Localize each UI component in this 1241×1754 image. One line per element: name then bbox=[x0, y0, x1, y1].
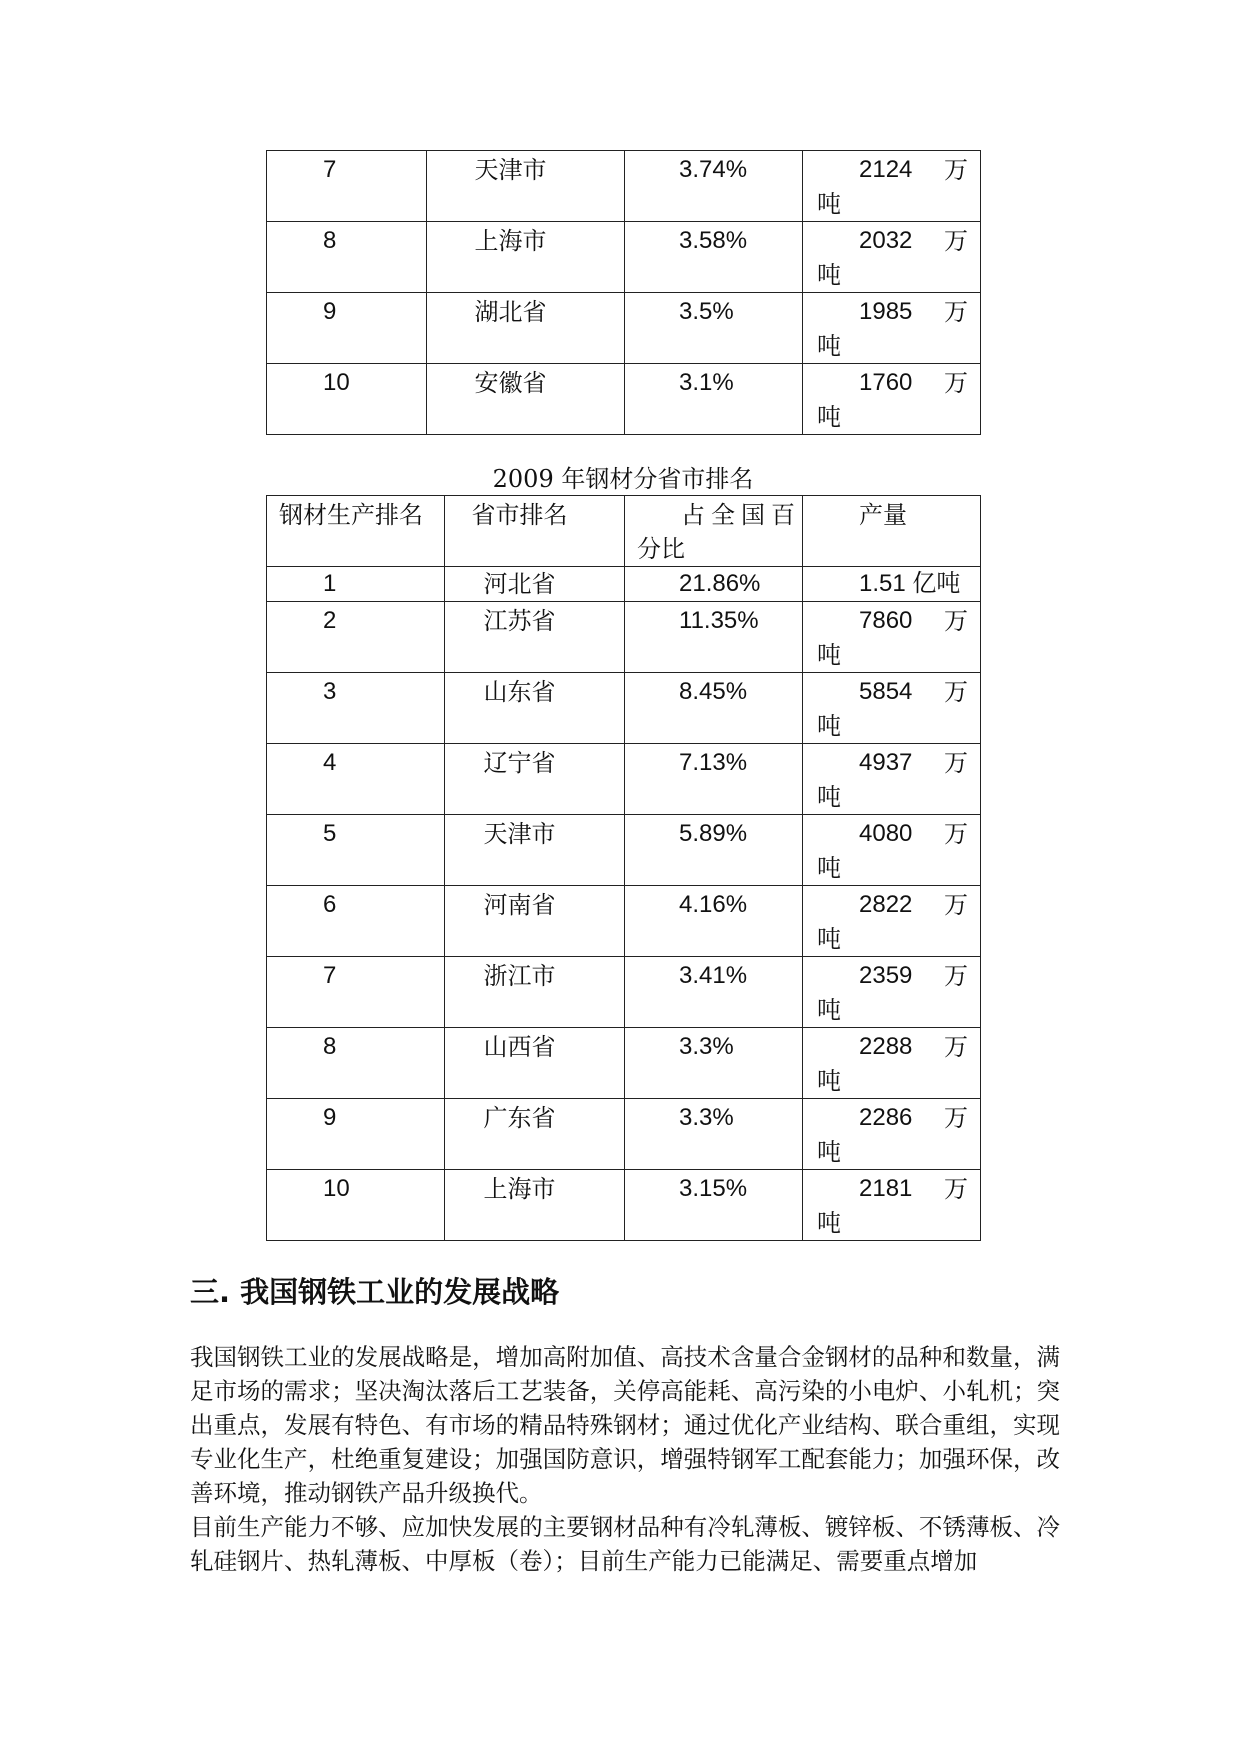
cell-province: 河南省 bbox=[445, 886, 625, 957]
header-percent: 占全国百 分比 bbox=[625, 496, 803, 567]
cell-rank: 10 bbox=[267, 1170, 445, 1241]
cell-rank: 1 bbox=[267, 567, 445, 602]
cell-percent: 4.16% bbox=[625, 886, 803, 957]
cell-rank: 8 bbox=[267, 1028, 445, 1099]
header-province: 省市排名 bbox=[445, 496, 625, 567]
cell-output bbox=[803, 151, 981, 222]
output-value: 4080 bbox=[859, 820, 913, 847]
cell-rank: 10 bbox=[267, 364, 427, 435]
cell-output bbox=[803, 886, 981, 957]
output-unit-wan: 万 bbox=[944, 749, 968, 777]
output-value: 2822 bbox=[859, 891, 913, 918]
cell-rank: 5 bbox=[267, 815, 445, 886]
cell-province: 上海市 bbox=[427, 222, 625, 293]
table-row bbox=[267, 744, 981, 815]
output-unit-wan: 万 bbox=[944, 1175, 968, 1203]
cell-output bbox=[803, 222, 981, 293]
cell-percent: 3.74% bbox=[625, 151, 803, 222]
cell-province: 浙江市 bbox=[445, 957, 625, 1028]
cell-percent: 3.5% bbox=[625, 293, 803, 364]
cell-percent: 7.13% bbox=[625, 744, 803, 815]
output-unit-dun: 吨 bbox=[817, 332, 841, 360]
output-value: 2181 bbox=[859, 1175, 913, 1202]
output-value: 7860 bbox=[859, 607, 913, 634]
cell-output bbox=[803, 815, 981, 886]
paragraph-capacity: 目前生产能力不够、应加快发展的主要钢材品种有冷轧薄板、镀锌板、不锈薄板、冷轧硅钢片、热轧薄板、中厚板（卷）；目前生产能力已能满足、需要重点增加 bbox=[190, 1513, 1060, 1575]
cell-rank: 8 bbox=[267, 222, 427, 293]
output-unit-dun: 吨 bbox=[817, 712, 841, 740]
output-unit-dun: 吨 bbox=[817, 854, 841, 882]
cell-percent: 21.86% bbox=[625, 567, 803, 602]
output-value: 1985 bbox=[859, 298, 913, 325]
output-unit-wan: 万 bbox=[944, 298, 968, 326]
output-unit-dun: 吨 bbox=[817, 261, 841, 289]
cell-percent: 5.89% bbox=[625, 815, 803, 886]
table-row bbox=[267, 957, 981, 1028]
cell-output bbox=[803, 744, 981, 815]
output-unit-wan: 万 bbox=[944, 891, 968, 919]
cell-percent: 3.1% bbox=[625, 364, 803, 435]
output-unit-dun: 吨 bbox=[817, 1067, 841, 1095]
table-row bbox=[267, 567, 981, 602]
table-row bbox=[267, 1028, 981, 1099]
table-province-ranking-continued bbox=[266, 150, 981, 435]
cell-rank: 7 bbox=[267, 957, 445, 1028]
cell-output bbox=[803, 567, 981, 602]
output-unit-wan: 万 bbox=[944, 820, 968, 848]
output-unit-dun: 吨 bbox=[817, 1138, 841, 1166]
output-value: 2286 bbox=[859, 1104, 913, 1131]
cell-output bbox=[803, 1099, 981, 1170]
output-unit-dun: 吨 bbox=[817, 783, 841, 811]
table-caption: 2009 年钢材分省市排名 bbox=[492, 465, 754, 493]
output-unit-wan: 万 bbox=[944, 962, 968, 990]
output-unit-dun: 吨 bbox=[817, 190, 841, 218]
cell-output bbox=[803, 1028, 981, 1099]
output-unit-dun: 吨 bbox=[817, 403, 841, 431]
output-unit-wan: 万 bbox=[944, 156, 968, 184]
header-rank: 钢材生产排名 bbox=[267, 496, 445, 567]
output-value: 5854 bbox=[859, 678, 913, 705]
output-unit-wan: 万 bbox=[944, 678, 968, 706]
cell-province: 江苏省 bbox=[445, 602, 625, 673]
table-row bbox=[267, 364, 981, 435]
output-value: 1760 bbox=[859, 369, 913, 396]
cell-percent: 3.41% bbox=[625, 957, 803, 1028]
output-value: 2124 bbox=[859, 156, 913, 183]
header-row bbox=[267, 496, 981, 567]
cell-rank: 4 bbox=[267, 744, 445, 815]
cell-province: 河北省 bbox=[445, 567, 625, 602]
output-value: 4937 bbox=[859, 749, 913, 776]
table-row bbox=[267, 293, 981, 364]
section-heading: 三. 我国钢铁工业的发展战略 bbox=[190, 1275, 560, 1309]
table-row bbox=[267, 886, 981, 957]
cell-percent: 3.3% bbox=[625, 1028, 803, 1099]
output-unit-dun: 吨 bbox=[817, 925, 841, 953]
table-row bbox=[267, 1099, 981, 1170]
cell-province: 湖北省 bbox=[427, 293, 625, 364]
output-unit-wan: 万 bbox=[944, 1104, 968, 1132]
table-row bbox=[267, 815, 981, 886]
table-steel-province-ranking-2009 bbox=[266, 495, 981, 1241]
output-unit-wan: 万 bbox=[944, 607, 968, 635]
cell-percent: 11.35% bbox=[625, 602, 803, 673]
paragraph-strategy: 我国钢铁工业的发展战略是，增加高附加值、高技术含量合金钢材的品种和数量，满足市场的需求；坚决淘汰落后工艺装备，关停高能耗、高污染的小电炉、小轧机；突出重点，发展有特色、有市场的精品特殊钢材；通过优化产业结构、联合重组，实现专业化生产，杜绝重复建设；加强国防意识，增强特钢军工配套能力；加强环保，改善环境，推动钢铁产品升级换代。 bbox=[190, 1343, 1060, 1507]
cell-rank: 7 bbox=[267, 151, 427, 222]
cell-province: 山西省 bbox=[445, 1028, 625, 1099]
cell-province: 天津市 bbox=[427, 151, 625, 222]
output-value: 2032 bbox=[859, 227, 913, 254]
cell-output bbox=[803, 364, 981, 435]
cell-output bbox=[803, 673, 981, 744]
cell-rank: 6 bbox=[267, 886, 445, 957]
cell-percent: 3.15% bbox=[625, 1170, 803, 1241]
output-unit-wan: 万 bbox=[944, 227, 968, 255]
output-unit-dun: 吨 bbox=[817, 641, 841, 669]
table-row bbox=[267, 222, 981, 293]
output-unit-wan: 万 bbox=[944, 1033, 968, 1061]
cell-rank: 3 bbox=[267, 673, 445, 744]
cell-percent: 3.58% bbox=[625, 222, 803, 293]
output-unit-dun: 吨 bbox=[817, 996, 841, 1024]
output-value: 2359 bbox=[859, 962, 913, 989]
output-value: 1.51 亿吨 bbox=[859, 570, 961, 597]
output-value: 2288 bbox=[859, 1033, 913, 1060]
cell-province: 广东省 bbox=[445, 1099, 625, 1170]
header-output: 产量 bbox=[803, 496, 981, 567]
output-unit-dun: 吨 bbox=[817, 1209, 841, 1237]
table-row bbox=[267, 673, 981, 744]
cell-output bbox=[803, 602, 981, 673]
cell-output bbox=[803, 1170, 981, 1241]
output-unit-wan: 万 bbox=[944, 369, 968, 397]
cell-province: 天津市 bbox=[445, 815, 625, 886]
cell-percent: 8.45% bbox=[625, 673, 803, 744]
cell-rank: 2 bbox=[267, 602, 445, 673]
cell-province: 辽宁省 bbox=[445, 744, 625, 815]
cell-rank: 9 bbox=[267, 293, 427, 364]
cell-rank: 9 bbox=[267, 1099, 445, 1170]
cell-province: 山东省 bbox=[445, 673, 625, 744]
cell-percent: 3.3% bbox=[625, 1099, 803, 1170]
cell-province: 上海市 bbox=[445, 1170, 625, 1241]
table-row bbox=[267, 1170, 981, 1241]
cell-output bbox=[803, 957, 981, 1028]
table-row bbox=[267, 602, 981, 673]
cell-province: 安徽省 bbox=[427, 364, 625, 435]
table-row bbox=[267, 151, 981, 222]
cell-output bbox=[803, 293, 981, 364]
